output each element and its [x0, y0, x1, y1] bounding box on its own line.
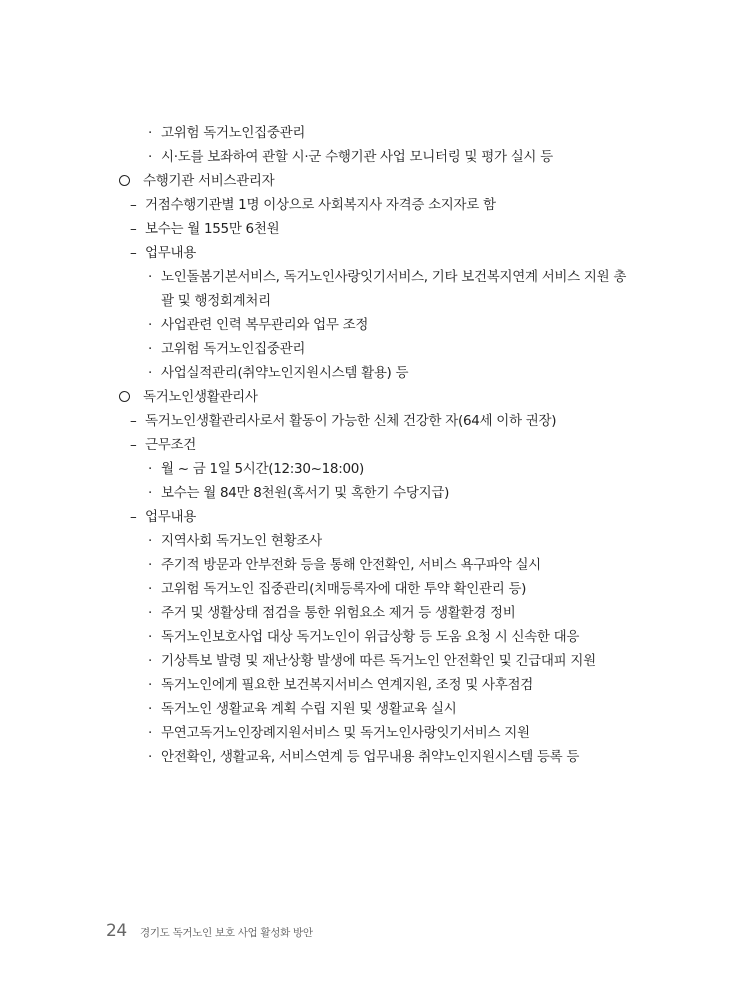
bullet-dot: · — [148, 629, 153, 645]
text-line: 독거노인에게 필요한 보건복지서비스 연계지원, 조정 및 사후점검 — [161, 677, 533, 693]
text-line: 지역사회 독거노인 현황조사 — [161, 533, 322, 549]
bullet-dot: · — [148, 725, 153, 741]
bullet-dot: · — [148, 653, 153, 669]
text-line: 기상특보 발령 및 재난상황 발생에 따른 독거노인 안전확인 및 긴급대피 지원 — [161, 653, 596, 669]
section-heading: 수행기관 서비스관리자 — [143, 173, 275, 189]
bullet-dot: · — [148, 605, 153, 621]
bullet-dot: · — [148, 701, 153, 717]
bullet-dot: · — [148, 365, 153, 381]
text-line: 독거노인 생활교육 계획 수립 지원 및 생활교육 실시 — [161, 701, 457, 717]
bullet-dash: – — [130, 509, 137, 525]
bullet-dot: · — [148, 317, 153, 333]
text-line: 보수는 월 84만 8천원(혹서기 및 혹한기 수당지급) — [161, 485, 450, 501]
bullet-dot: · — [148, 581, 153, 597]
bullet-dot: · — [148, 533, 153, 549]
bullet-dot: · — [148, 677, 153, 693]
text-line: 시·도를 보좌하여 관할 시·군 수행기관 사업 모니터링 및 평가 실시 등 — [161, 149, 553, 165]
bullet-dash: – — [130, 221, 137, 237]
bullet-dot: · — [148, 149, 153, 165]
bullet-dot: · — [148, 749, 153, 765]
bullet-dash: – — [130, 197, 137, 213]
circle-bullet-icon — [119, 391, 130, 402]
text-line: 고위험 독거노인집중관리 — [161, 125, 306, 141]
footer-title: 경기도 독거노인 보호 사업 활성화 방안 — [140, 927, 313, 939]
bullet-dot: · — [148, 485, 153, 501]
bullet-dash: – — [130, 245, 137, 261]
page-number: 24 — [106, 921, 127, 941]
text-line: 주거 및 생활상태 점검을 통한 위험요소 제거 등 생활환경 정비 — [161, 605, 516, 621]
bullet-dot: · — [148, 341, 153, 357]
text-line: 월 ~ 금 1일 5시간(12:30~18:00) — [161, 461, 365, 477]
bullet-dot: · — [148, 557, 153, 573]
bullet-dash: – — [130, 413, 137, 429]
section-heading: 독거노인생활관리사 — [143, 389, 258, 405]
bullet-dot: · — [148, 269, 153, 285]
text-line: 근무조건 — [145, 437, 196, 453]
text-line: 무연고독거노인장례지원서비스 및 독거노인사랑잇기서비스 지원 — [161, 725, 530, 741]
text-line: 보수는 월 155만 6천원 — [145, 221, 280, 237]
text-line: 독거노인보호사업 대상 독거노인이 위급상황 등 도움 요청 시 신속한 대응 — [161, 629, 580, 645]
text-line-continued: 괄 및 행정회계처리 — [161, 293, 271, 309]
text-line: 사업실적관리(취약노인지원시스템 활용) 등 — [161, 365, 409, 381]
text-line: 주기적 방문과 안부전화 등을 통해 안전확인, 서비스 욕구파악 실시 — [161, 557, 541, 573]
text-line: 고위험 독거노인집중관리 — [161, 341, 306, 357]
circle-bullet-icon — [119, 175, 130, 186]
text-line: 고위험 독거노인 집중관리(치매등록자에 대한 투약 확인관리 등) — [161, 581, 527, 597]
bullet-dash: – — [130, 437, 137, 453]
text-line: 사업관련 인력 복무관리와 업무 조정 — [161, 317, 369, 333]
text-line: 거점수행기관별 1명 이상으로 사회복지사 자격증 소지자로 함 — [145, 197, 496, 213]
bullet-dot: · — [148, 125, 153, 141]
text-line: 업무내용 — [145, 509, 196, 525]
text-line: 업무내용 — [145, 245, 196, 261]
text-line: 독거노인생활관리사로서 활동이 가능한 신체 건강한 자(64세 이하 권장) — [145, 413, 557, 429]
text-line: 안전확인, 생활교육, 서비스연계 등 업무내용 취약노인지원시스템 등록 등 — [161, 749, 580, 765]
bullet-dot: · — [148, 461, 153, 477]
text-line: 노인돌봄기본서비스, 독거노인사랑잇기서비스, 기타 보건복지연계 서비스 지원 총 — [161, 269, 627, 285]
